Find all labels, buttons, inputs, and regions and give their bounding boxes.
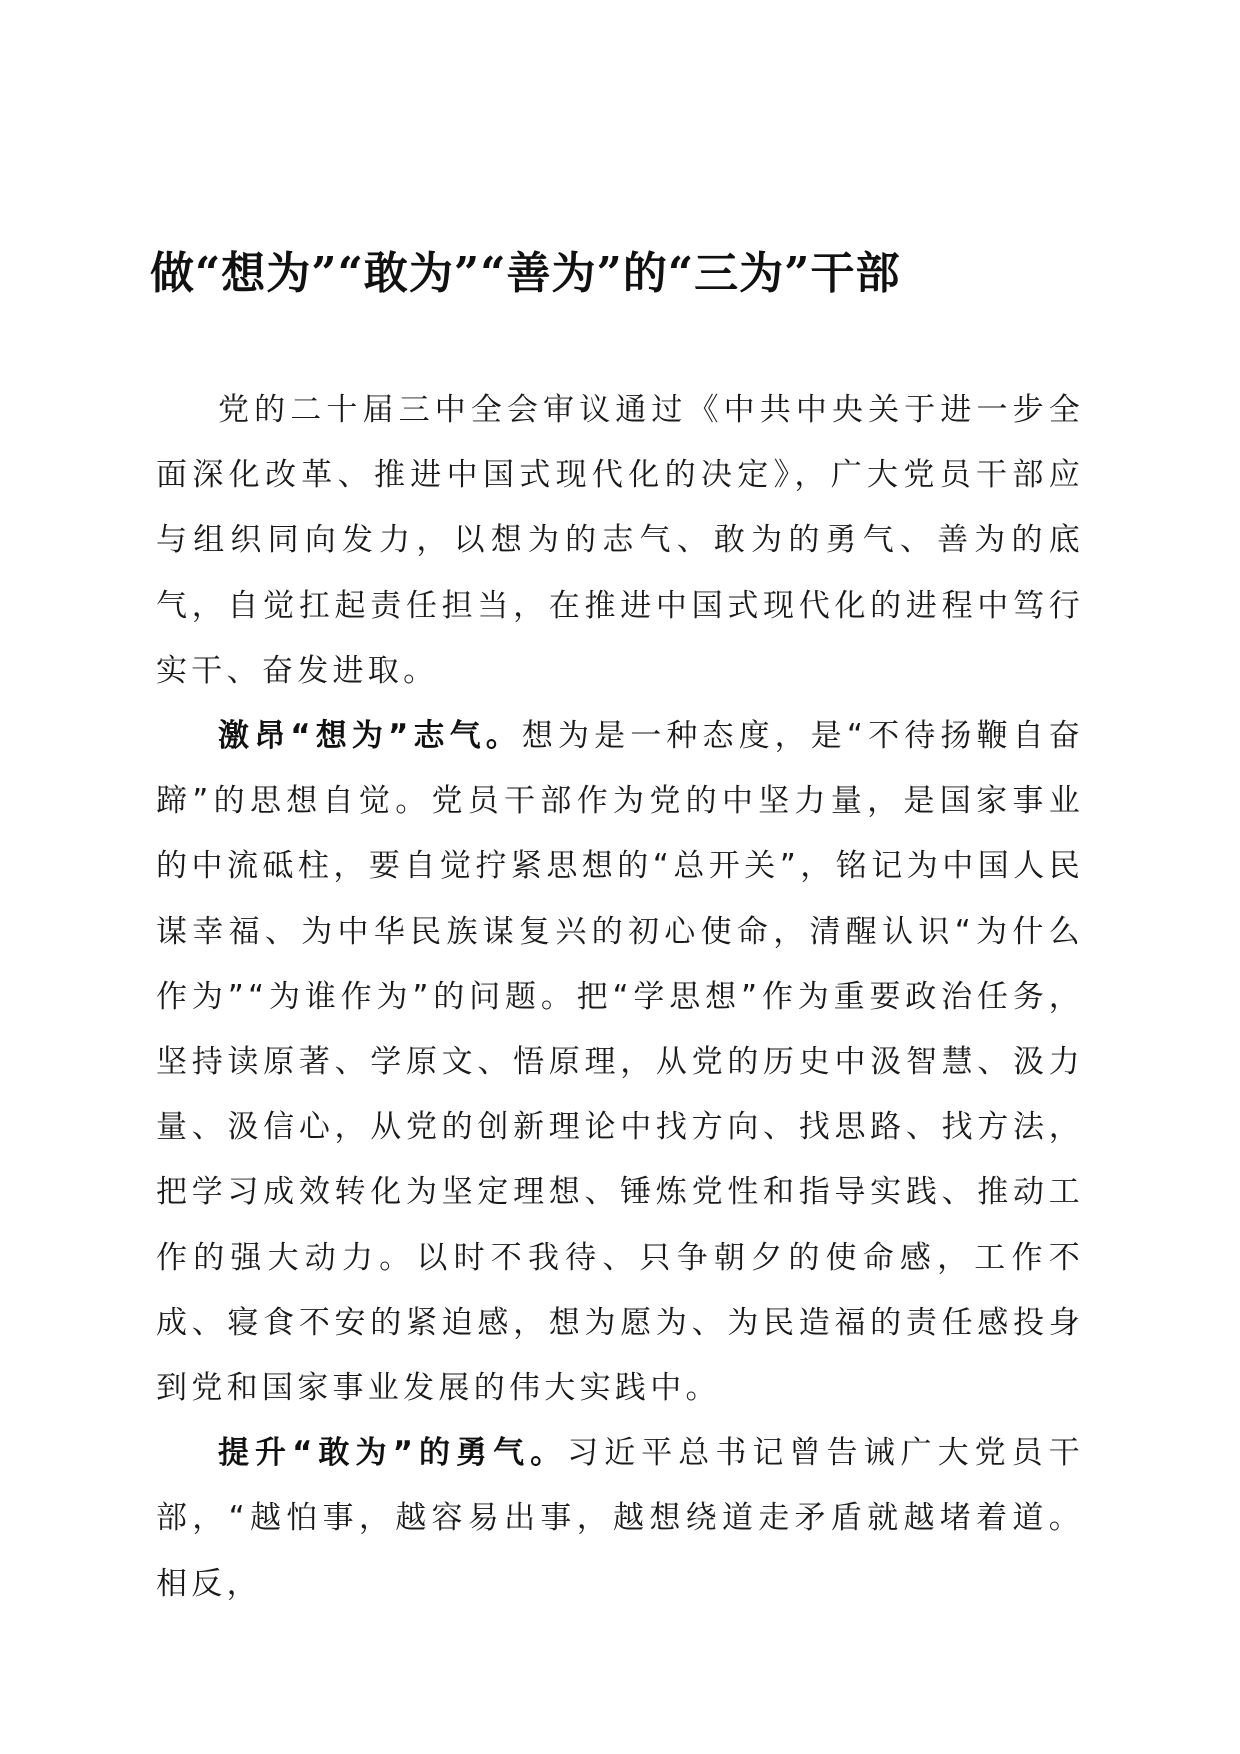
paragraph-text: 想为是一种态度，是“不待扬鞭自奋蹄”的思想自觉。党员干部作为党的中坚力量，是国家事业的中流砥柱，要自觉拧紧思想的“总开关”，铭记为中国人民谋幸福、为中华民族谋复兴的初心使命，清醒认识“为什么作为”“为谁作为”的问题。把“学思想”作为重要政治任务，坚持读原著、学原文、悟原理，从党的历史中汲智慧、汲力量、汲信心，从党的创新理论中找方向、找思路、找方法，把学习成效转化为坚定理想、锤炼党性和指导实践、推动工作的强大动力。以时不我待、只争朝夕的使命感，工作不成、寝食不安的紧迫感，想为愿为、为民造福的责任感投身到党和国家事业发展的伟大实践中。 — [156, 718, 1085, 1407]
paragraph-lead: 激昂“想为”志气。 — [218, 718, 522, 755]
paragraph-ganwei — [156, 1421, 1084, 1617]
document-body — [156, 378, 1084, 1617]
document-title: 做“想为”“敢为”“善为”的“三为”干部 — [150, 248, 901, 299]
paragraph-text: 习近平总书记曾告诫广大党员干部，“越怕事，越容易出事，越想绕道走矛盾就越堵着道。相反， — [156, 1435, 1085, 1602]
paragraph-text: 党的二十届三中全会审议通过《中共中央关于进一步全面深化改革、推进中国式现代化的决定》，广大党员干部应与组织同向发力，以想为的志气、敢为的勇气、善为的底气，自觉扛起责任担当，在推进中国式现代化的进程中笃行实干、奋发进取。 — [156, 392, 1084, 689]
paragraph-lead: 提升“敢为”的勇气。 — [218, 1435, 568, 1472]
paragraph-xiangwei — [156, 704, 1084, 1421]
paragraph-intro — [156, 378, 1084, 704]
